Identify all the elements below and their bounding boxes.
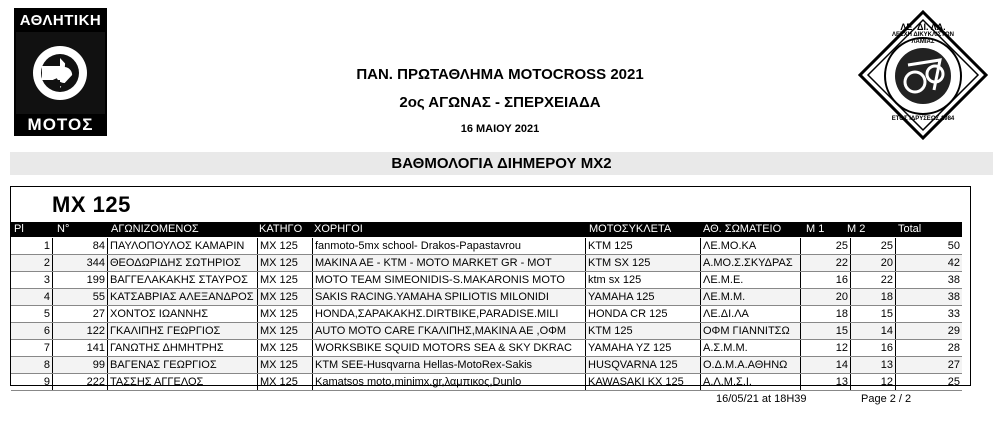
cell-number: 122 (53, 323, 108, 339)
cell-bike: HUSQVARNA 125 (586, 357, 701, 373)
cell-club: Α.ΜΟ.Σ.ΣΚΥΔΡΑΣ (701, 255, 801, 271)
cell-number: 141 (53, 340, 108, 356)
cell-class: MX 125 (258, 357, 313, 373)
table-row (11, 255, 962, 272)
results-table (11, 238, 962, 391)
cell-moto2: 16 (851, 340, 896, 356)
cell-sponsors: Kamatsos moto,minimx.gr,λαμπικος,Dunlo (313, 374, 586, 390)
cell-moto1: 18 (801, 306, 851, 322)
cell-moto2: 15 (851, 306, 896, 322)
cell-bike: KTM SX 125 (586, 255, 701, 271)
cell-place: 2 (11, 255, 53, 271)
cell-club: Α.Σ.Μ.Μ. (701, 340, 801, 356)
cell-moto2: 14 (851, 323, 896, 339)
cell-class: MX 125 (258, 306, 313, 322)
cell-sponsors: MAKINA AE - KTM - MOTO MARKET GR - MOT (313, 255, 586, 271)
cell-bike: YAMAHA YZ 125 (586, 340, 701, 356)
cell-club: ΟΦΜ ΓΙΑΝΝΙΤΣΩ (701, 323, 801, 339)
cell-rider: ΒΑΓΓΕΛΑΚΑΚΗΣ ΣΤΑΥΡΟΣ (108, 272, 258, 288)
col-header-number: N° (57, 223, 70, 235)
cell-moto1: 20 (801, 289, 851, 305)
cell-rider: ΚΑΤΣΑΒΡΙΑΣ ΑΛΕΞΑΝΔΡΟΣ (108, 289, 258, 305)
standings-band: ΒΑΘΜΟΛΟΓΙΑ ΔΙΗΜΕΡΟΥ MX2 (10, 152, 993, 175)
cell-rider: ΘΕΟΔΩΡΙΔΗΣ ΣΩΤΗΡΙΟΣ (108, 255, 258, 271)
cell-club: Α.Λ.Μ.Σ.Ι. (701, 374, 801, 390)
cell-class: MX 125 (258, 238, 313, 254)
cell-bike: ktm sx 125 (586, 272, 701, 288)
cell-moto2: 12 (851, 374, 896, 390)
cell-sponsors: KTM SEE-Husqvarna Hellas-MotoRex-Sakis (313, 357, 586, 373)
cell-club: ΛΕ.ΜΟ.ΚΑ (701, 238, 801, 254)
cell-place: 1 (11, 238, 53, 254)
championship-title: ΠΑΝ. ΠΡΩΤΑΘΛΗΜΑ MOTOCROSS 2021 (356, 66, 644, 83)
cell-number: 55 (53, 289, 108, 305)
cell-place: 8 (11, 357, 53, 373)
cell-class: MX 125 (258, 289, 313, 305)
race-subtitle: 2ος ΑΓΩΝΑΣ - ΣΠΕΡΧΕΙΑΔΑ (399, 94, 601, 111)
cell-bike: KTM 125 (586, 323, 701, 339)
col-header-rider: ΑΓΩΝΙΖΟΜΕΝΟΣ (111, 223, 199, 235)
cell-sponsors: AUTO MOTO CARE ΓΚΑΛΙΠΗΣ,MAKINA AE ,ΟΦΜ (313, 323, 586, 339)
cell-club: ΛΕ.Μ.Μ. (701, 289, 801, 305)
cell-sponsors: HONDA,ΣΑΡΑΚΑΚΗΣ.DIRTBIKE,PARADISE.MILI (313, 306, 586, 322)
cell-number: 27 (53, 306, 108, 322)
logo-bottom-text: ΜΟΤΟΣ (16, 114, 105, 136)
cell-total: 42 (947, 257, 960, 269)
cell-rider: ΒΑΓΕΝΑΣ ΓΕΩΡΓΙΟΣ (108, 357, 258, 373)
cell-moto1: 16 (801, 272, 851, 288)
cell-total: 33 (947, 308, 960, 320)
col-header-place: Pl (14, 223, 24, 235)
table-row (11, 357, 962, 374)
cell-total: 29 (947, 325, 960, 337)
cell-club: ΛΕ.ΔΙ.ΛΑ (701, 306, 801, 322)
cell-sponsors: MOTO TEAM SIMEONIDIS-S.MAKARONIS MOTO (313, 272, 586, 288)
cell-place: 3 (11, 272, 53, 288)
cell-rider: ΠΑΥΛΟΠΟΥΛΟΣ ΚΑΜΑΡΙΝ (108, 238, 258, 254)
cell-class: MX 125 (258, 374, 313, 390)
col-header-bike: ΜΟΤΟΣΥΚΛΕΤΑ (589, 223, 672, 235)
table-row (11, 340, 962, 357)
seal-ring-text: ΛΕΣΧΗ ΔΙΚΥΚΛΙΣΤΩΝ ΛΑΜΙΑΣ (891, 32, 954, 45)
cell-moto1: 12 (801, 340, 851, 356)
cell-class: MX 125 (258, 340, 313, 356)
cell-place: 4 (11, 289, 53, 305)
table-row (11, 374, 962, 391)
cell-number: 84 (53, 238, 108, 254)
cell-bike: HONDA CR 125 (586, 306, 701, 322)
col-header-moto2: M 2 (847, 223, 866, 235)
table-row (11, 323, 962, 340)
cell-number: 199 (53, 272, 108, 288)
cell-rider: ΓΑΝΩΤΗΣ ΔΗΜΗΤΡΗΣ (108, 340, 258, 356)
table-row (11, 289, 962, 306)
cell-number: 222 (53, 374, 108, 390)
race-date: 16 ΜΑΙΟΥ 2021 (460, 123, 540, 135)
cell-moto1: 25 (801, 238, 851, 254)
cell-class: MX 125 (258, 255, 313, 271)
cell-number: 99 (53, 357, 108, 373)
cell-place: 6 (11, 323, 53, 339)
cell-number: 344 (53, 255, 108, 271)
col-header-moto1: M 1 (806, 223, 825, 235)
cell-moto2: 25 (851, 238, 896, 254)
cell-moto1: 15 (801, 323, 851, 339)
col-header-club: ΑΘ. ΣΩΜΑΤΕΙΟ (703, 223, 782, 235)
cell-sponsors: WORKSBIKE SQUID MOTORS SEA & SKY DKRAC (313, 340, 586, 356)
cell-sponsors: SAKIS RACING.YAMAHA SPILIOTIS MILONIDI (313, 289, 586, 305)
footer-page-number: Page 2 / 2 (861, 393, 912, 405)
cell-club: Ο.Δ.Μ.Α.ΑΘΗΝΩ (701, 357, 801, 373)
cell-place: 9 (11, 374, 53, 390)
cell-total: 38 (947, 274, 960, 286)
logo-top-text: ΑΘΛΗΤΙΚΗ (16, 10, 105, 32)
cell-class: MX 125 (258, 323, 313, 339)
cell-moto2: 20 (851, 255, 896, 271)
cell-place: 7 (11, 340, 53, 356)
cell-total: 38 (947, 291, 960, 303)
footer-timestamp: 16/05/21 at 18H39 (716, 393, 807, 405)
cell-moto2: 18 (851, 289, 896, 305)
cell-rider: ΧΟΝΤΟΣ ΙΩΑΝΝΗΣ (108, 306, 258, 322)
cell-place: 5 (11, 306, 53, 322)
cell-moto1: 22 (801, 255, 851, 271)
seal-bottom-text: ΕΤΟΣ ΙΔΡΥΣΕΩΣ 1984 (891, 116, 955, 122)
cell-class: MX 125 (258, 272, 313, 288)
cell-bike: KAWASAKI KX 125 (586, 374, 701, 390)
cell-rider: ΤΑΣΣΗΣ ΑΓΓΕΛΟΣ (108, 374, 258, 390)
cell-moto2: 22 (851, 272, 896, 288)
cell-club: ΛΕ.Μ.Ε. (701, 272, 801, 288)
col-header-sponsors: ΧΟΡΗΓΟΙ (314, 223, 363, 235)
class-title: MX 125 (52, 192, 131, 217)
cell-total: 25 (947, 376, 960, 388)
cell-total: 28 (947, 342, 960, 354)
table-row (11, 306, 962, 323)
table-row (11, 272, 962, 289)
cell-total: 50 (947, 240, 960, 252)
cell-rider: ΓΚΑΛΙΠΗΣ ΓΕΩΡΓΙΟΣ (108, 323, 258, 339)
table-row (11, 238, 962, 255)
cell-sponsors: fanmoto-5mx school- Drakos-Papastavrou (313, 238, 586, 254)
cell-moto1: 14 (801, 357, 851, 373)
results-header-row (11, 222, 962, 237)
cell-bike: YAMAHA 125 (586, 289, 701, 305)
cell-moto2: 13 (851, 357, 896, 373)
col-header-class: ΚΑΤΗΓΟ (259, 223, 303, 235)
col-header-total: Total (898, 223, 922, 235)
cell-bike: KTM 125 (586, 238, 701, 254)
seal-top-text: ΛΕ. ΔΙ. ΛΑ. (900, 22, 946, 32)
cell-moto1: 13 (801, 374, 851, 390)
cell-total: 27 (947, 359, 960, 371)
